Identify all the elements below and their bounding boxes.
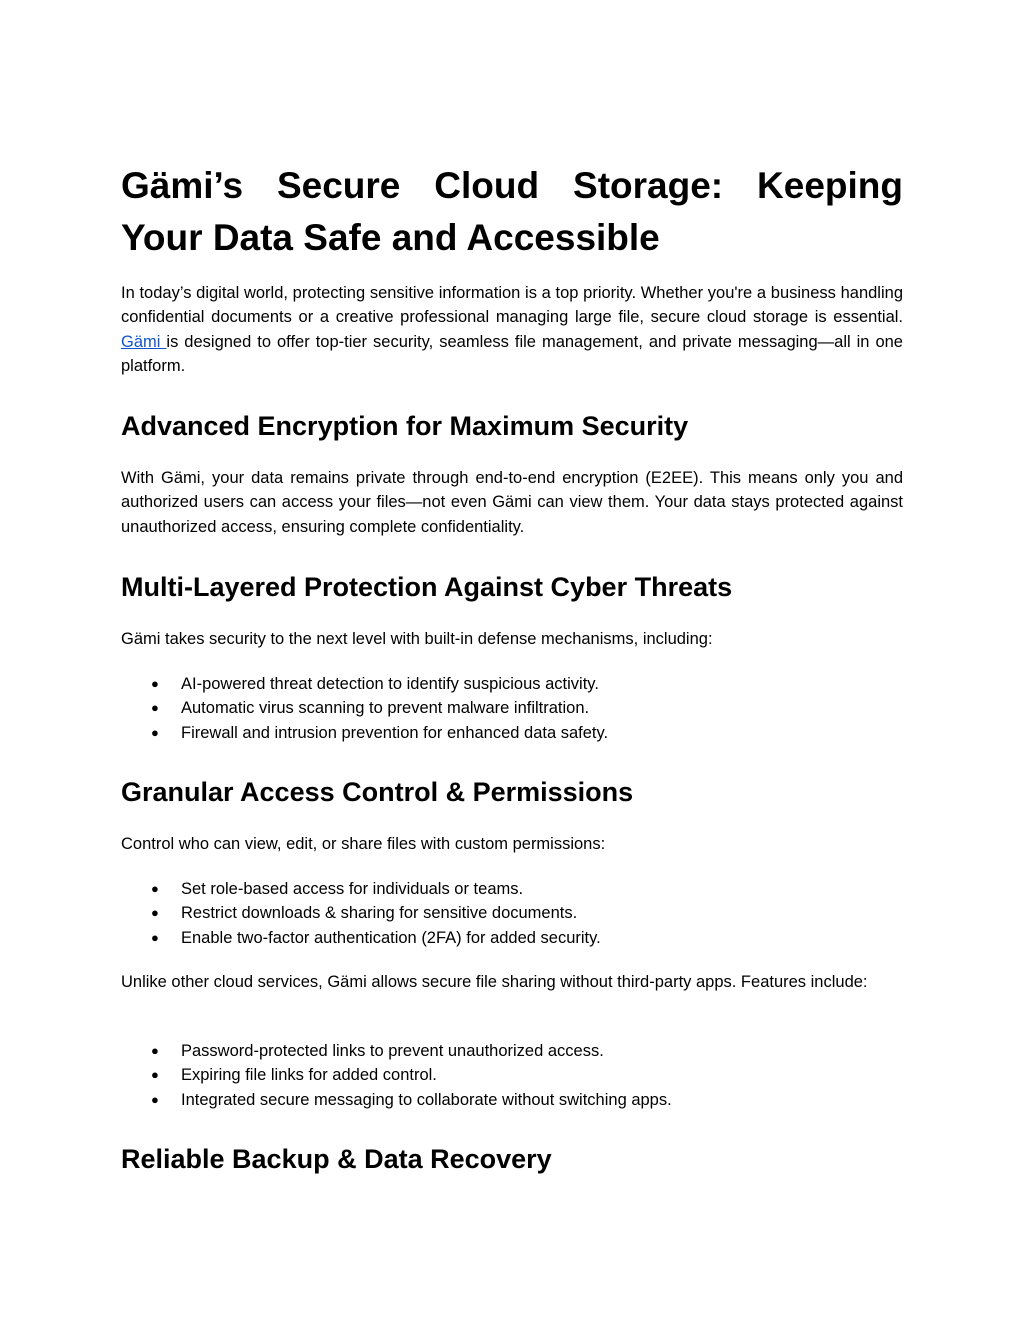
heading-backup-recovery: Reliable Backup & Data Recovery [121,1144,552,1174]
intro-text-end: is designed to offer top-tier security, seamless file management, and private messaging—all in one platform. [121,332,903,376]
list-cyber-threats [121,672,903,745]
document-title [121,160,903,264]
list-item [121,901,903,925]
bullet-icon: ● [151,1067,159,1083]
list-item [121,877,903,901]
bullet-icon: ● [151,881,159,896]
intro-text-start: In today’s digital world, protecting sensitive information is a top priority. Whether you're a business handling confidential documents or a creative professional managing large file, secure cloud storage is essential. [121,284,903,327]
list-access-control [121,877,903,950]
list-item-text: Enable two-factor authentication (2FA) for added security. [181,928,601,947]
bullet-icon: ● [151,929,159,945]
bullet-icon: ● [151,1091,159,1107]
bullet-icon: ● [151,724,159,740]
paragraph-encryption: With Gämi, your data remains private through end-to-end encryption (E2EE). This means only you and authorized users can access your files—not even Gämi can view them. Your data stays protected against unauthorized access, ensuring complete confidentiality. [121,469,903,536]
list-item-text: Automatic virus scanning to prevent malware infiltration. [181,699,590,718]
list-item [121,1063,903,1087]
list-item-text: Firewall and intrusion prevention for enhanced data safety. [181,723,609,742]
heading-cyber-threats: Multi-Layered Protection Against Cyber Threats [121,572,733,602]
list-item [121,926,903,950]
list-item-text: Expiring file links for added control. [181,1066,437,1085]
list-item [121,696,903,720]
list-item [121,1088,903,1112]
paragraph-access-control: Control who can view, edit, or share files with custom permissions: [121,835,606,853]
list-item [121,1039,903,1063]
bullet-icon: ● [151,676,159,691]
paragraph-cyber-threats: Gämi takes security to the next level with built-in defense mechanisms, including: [121,630,713,648]
bullet-icon: ● [151,1043,159,1058]
bullet-icon: ● [151,700,159,716]
document-title-line-2: Your Data Safe and Accessible [121,217,660,258]
list-item-text: Password-protected links to prevent unauthorized access. [181,1042,604,1060]
list-item-text: Set role-based access for individuals or teams. [181,880,524,898]
list-item [121,721,903,745]
intro-paragraph [121,281,903,379]
document-title-line-1: Gämi’s Secure Cloud Storage: Keeping [121,165,903,206]
list-item [121,672,903,696]
bullet-icon: ● [151,905,159,921]
list-item-text: Integrated secure messaging to collaborate without switching apps. [181,1090,672,1109]
list-item-text: AI-powered threat detection to identify suspicious activity. [181,675,599,693]
paragraph-file-sharing: Unlike other cloud services, Gämi allows secure file sharing without third-party apps. Features include: [121,973,868,991]
list-item-text: Restrict downloads & sharing for sensitive documents. [181,904,578,923]
gami-link[interactable]: Gämi [121,332,167,351]
heading-encryption: Advanced Encryption for Maximum Security [121,411,689,441]
heading-access-control: Granular Access Control & Permissions [121,777,634,807]
list-file-sharing [121,1039,903,1112]
